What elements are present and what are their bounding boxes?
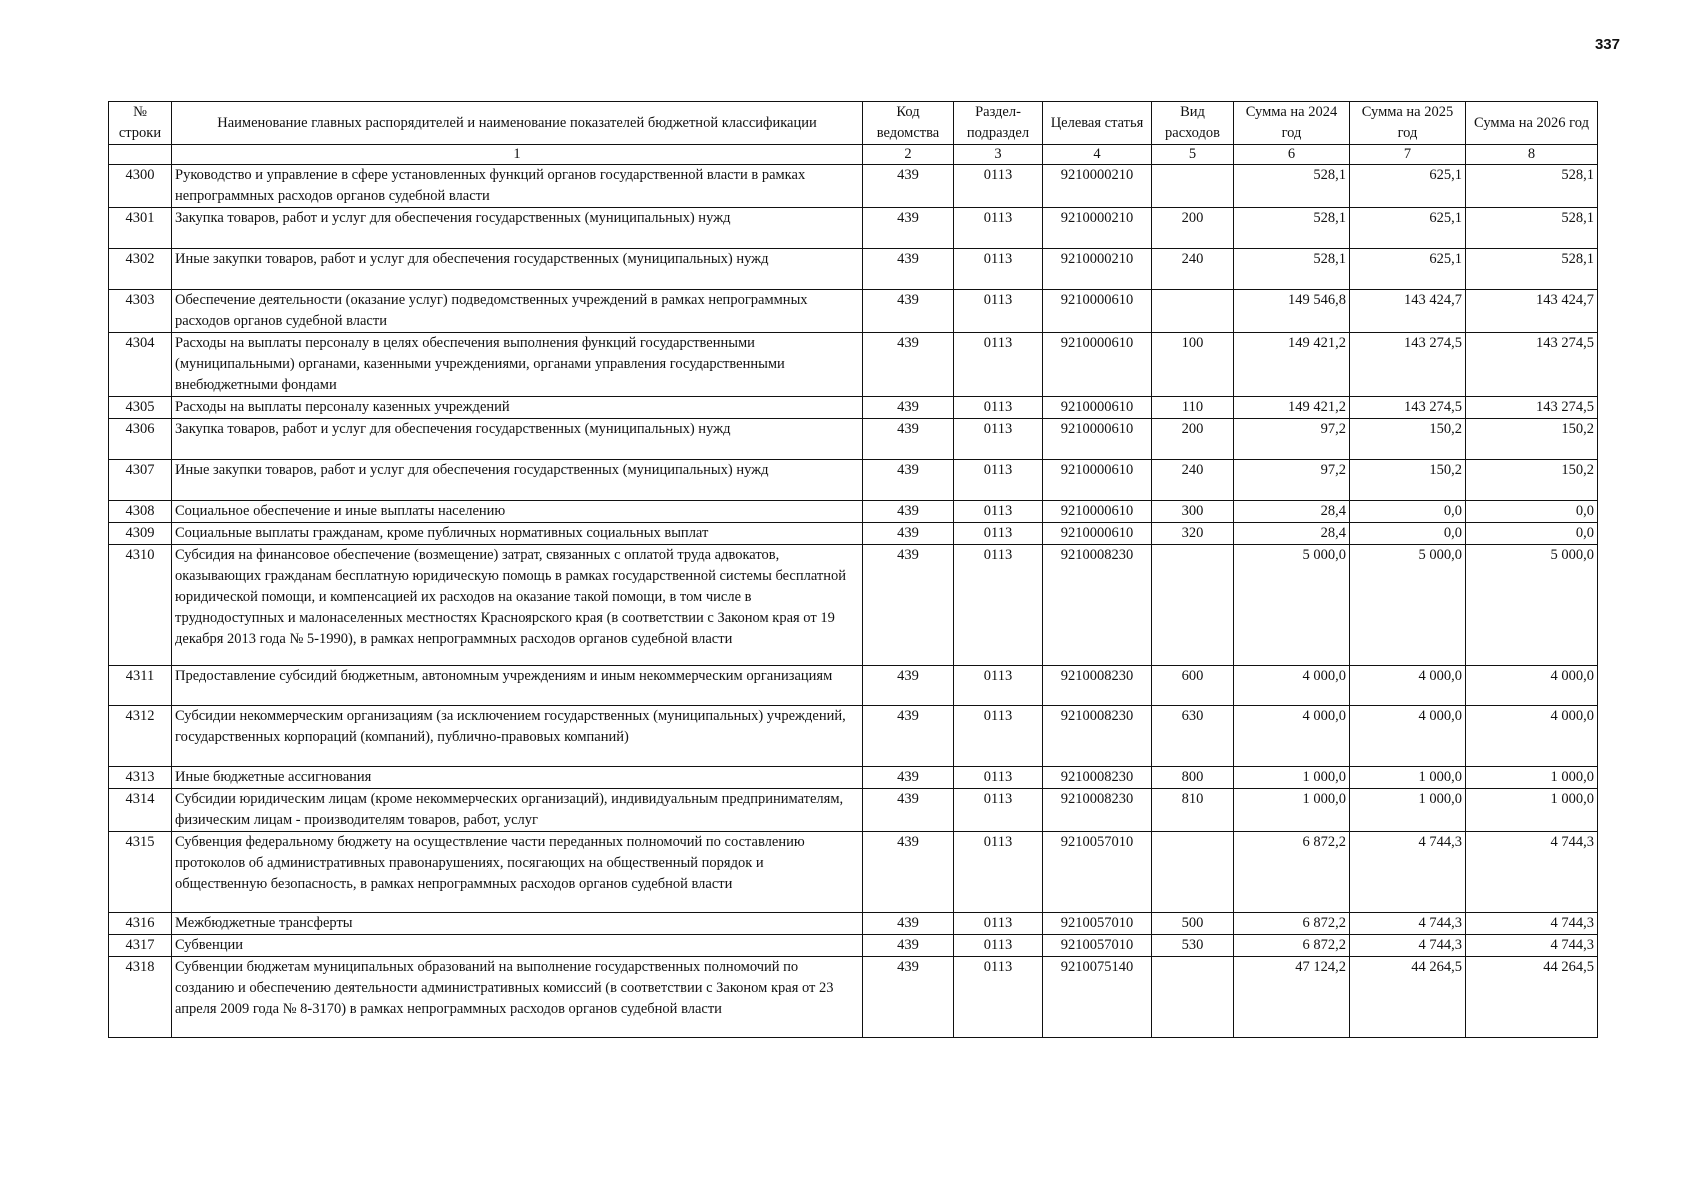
row-number-cell: 4316 <box>109 913 172 935</box>
row-name-cell: Предоставление субсидий бюджетным, автономным учреждениям и иным некоммерческим организациям <box>172 666 863 706</box>
sum-2026-cell: 150,2 <box>1466 460 1598 501</box>
department-code-cell: 439 <box>863 397 954 419</box>
sum-2026-cell: 528,1 <box>1466 249 1598 290</box>
table-row <box>109 460 1598 501</box>
table-row <box>109 666 1598 706</box>
expense-type-cell <box>1152 957 1234 1038</box>
sum-2026-cell: 4 744,3 <box>1466 913 1598 935</box>
sum-2024-cell: 28,4 <box>1234 523 1350 545</box>
table-row <box>109 957 1598 1038</box>
column-index-row <box>109 145 1598 165</box>
table-row <box>109 290 1598 333</box>
table-row <box>109 706 1598 767</box>
expense-type-cell: 530 <box>1152 935 1234 957</box>
sum-2025-cell: 44 264,5 <box>1350 957 1466 1038</box>
section-code-cell: 0113 <box>954 706 1043 767</box>
row-number-cell: 4315 <box>109 832 172 913</box>
table-row <box>109 832 1598 913</box>
row-name-cell: Закупка товаров, работ и услуг для обеспечения государственных (муниципальных) нужд <box>172 208 863 249</box>
target-article-cell: 9210000610 <box>1043 397 1152 419</box>
row-number-cell: 4305 <box>109 397 172 419</box>
sum-2026-cell: 143 274,5 <box>1466 333 1598 397</box>
department-code-cell: 439 <box>863 545 954 666</box>
section-code-cell: 0113 <box>954 333 1043 397</box>
page-number: 337 <box>1594 36 1620 53</box>
sum-2026-cell: 5 000,0 <box>1466 545 1598 666</box>
department-code-cell: 439 <box>863 460 954 501</box>
row-number-cell: 4310 <box>109 545 172 666</box>
department-code-cell: 439 <box>863 290 954 333</box>
department-code-cell: 439 <box>863 523 954 545</box>
target-article-cell: 9210000210 <box>1043 165 1152 208</box>
sum-2026-cell: 4 744,3 <box>1466 935 1598 957</box>
table-row <box>109 249 1598 290</box>
header-cell: Код ведомства <box>863 102 954 145</box>
row-name-cell: Социальное обеспечение и иные выплаты населению <box>172 501 863 523</box>
expense-type-cell: 810 <box>1152 789 1234 832</box>
department-code-cell: 439 <box>863 249 954 290</box>
section-code-cell: 0113 <box>954 913 1043 935</box>
expense-type-cell: 630 <box>1152 706 1234 767</box>
sum-2026-cell: 528,1 <box>1466 208 1598 249</box>
sum-2026-cell: 0,0 <box>1466 523 1598 545</box>
header-cell: Раздел-подраздел <box>954 102 1043 145</box>
target-article-cell: 9210008230 <box>1043 545 1152 666</box>
row-name-cell: Межбюджетные трансферты <box>172 913 863 935</box>
header-cell: № строки <box>109 102 172 145</box>
table-row <box>109 935 1598 957</box>
table-row <box>109 789 1598 832</box>
department-code-cell: 439 <box>863 767 954 789</box>
sum-2026-cell: 143 274,5 <box>1466 397 1598 419</box>
expense-type-cell: 300 <box>1152 501 1234 523</box>
column-index-cell: 5 <box>1152 145 1234 165</box>
sum-2024-cell: 6 872,2 <box>1234 935 1350 957</box>
target-article-cell: 9210000610 <box>1043 501 1152 523</box>
expense-type-cell: 200 <box>1152 208 1234 249</box>
expense-type-cell <box>1152 545 1234 666</box>
department-code-cell: 439 <box>863 333 954 397</box>
row-name-cell: Субвенция федеральному бюджету на осуществление части переданных полномочий по составлению протоколов об административных правонарушениях, посягающих на общественный порядок и общественную безопасность, в рамках непрограммных расходов органов судебной власти <box>172 832 863 913</box>
sum-2024-cell: 28,4 <box>1234 501 1350 523</box>
row-number-cell: 4302 <box>109 249 172 290</box>
department-code-cell: 439 <box>863 706 954 767</box>
department-code-cell: 439 <box>863 208 954 249</box>
row-number-cell: 4307 <box>109 460 172 501</box>
header-cell: Наименование главных распорядителей и наименование показателей бюджетной классификации <box>172 102 863 145</box>
sum-2026-cell: 528,1 <box>1466 165 1598 208</box>
sum-2024-cell: 528,1 <box>1234 165 1350 208</box>
sum-2025-cell: 625,1 <box>1350 165 1466 208</box>
column-index-cell: 8 <box>1466 145 1598 165</box>
department-code-cell: 439 <box>863 419 954 460</box>
expense-type-cell <box>1152 832 1234 913</box>
row-name-cell: Иные бюджетные ассигнования <box>172 767 863 789</box>
row-name-cell: Обеспечение деятельности (оказание услуг) подведомственных учреждений в рамках непрограммных расходов органов судебной власти <box>172 290 863 333</box>
row-name-cell: Субсидии юридическим лицам (кроме некоммерческих организаций), индивидуальным предпринимателям, физическим лицам - производителям товаров, работ, услуг <box>172 789 863 832</box>
target-article-cell: 9210057010 <box>1043 935 1152 957</box>
target-article-cell: 9210008230 <box>1043 706 1152 767</box>
row-number-cell: 4304 <box>109 333 172 397</box>
column-index-cell: 3 <box>954 145 1043 165</box>
row-number-cell: 4314 <box>109 789 172 832</box>
column-index-cell: 7 <box>1350 145 1466 165</box>
table-row <box>109 165 1598 208</box>
column-index-cell <box>109 145 172 165</box>
sum-2024-cell: 528,1 <box>1234 249 1350 290</box>
section-code-cell: 0113 <box>954 789 1043 832</box>
sum-2024-cell: 97,2 <box>1234 419 1350 460</box>
section-code-cell: 0113 <box>954 460 1043 501</box>
row-number-cell: 4318 <box>109 957 172 1038</box>
section-code-cell: 0113 <box>954 935 1043 957</box>
sum-2025-cell: 143 274,5 <box>1350 333 1466 397</box>
row-number-cell: 4309 <box>109 523 172 545</box>
target-article-cell: 9210000610 <box>1043 523 1152 545</box>
sum-2025-cell: 4 000,0 <box>1350 706 1466 767</box>
section-code-cell: 0113 <box>954 208 1043 249</box>
expense-type-cell <box>1152 165 1234 208</box>
target-article-cell: 9210000610 <box>1043 419 1152 460</box>
section-code-cell: 0113 <box>954 832 1043 913</box>
sum-2026-cell: 150,2 <box>1466 419 1598 460</box>
target-article-cell: 9210000210 <box>1043 208 1152 249</box>
department-code-cell: 439 <box>863 666 954 706</box>
section-code-cell: 0113 <box>954 501 1043 523</box>
header-cell: Вид расходов <box>1152 102 1234 145</box>
row-number-cell: 4308 <box>109 501 172 523</box>
department-code-cell: 439 <box>863 165 954 208</box>
sum-2024-cell: 149 421,2 <box>1234 333 1350 397</box>
sum-2025-cell: 150,2 <box>1350 419 1466 460</box>
target-article-cell: 9210008230 <box>1043 666 1152 706</box>
table-row <box>109 501 1598 523</box>
table-row <box>109 397 1598 419</box>
section-code-cell: 0113 <box>954 666 1043 706</box>
column-index-cell: 1 <box>172 145 863 165</box>
header-cell: Сумма на 2026 год <box>1466 102 1598 145</box>
column-index-cell: 4 <box>1043 145 1152 165</box>
sum-2024-cell: 1 000,0 <box>1234 789 1350 832</box>
row-name-cell: Иные закупки товаров, работ и услуг для обеспечения государственных (муниципальных) нужд <box>172 460 863 501</box>
sum-2025-cell: 4 744,3 <box>1350 935 1466 957</box>
sum-2024-cell: 5 000,0 <box>1234 545 1350 666</box>
table-body <box>109 165 1598 1038</box>
target-article-cell: 9210057010 <box>1043 832 1152 913</box>
row-number-cell: 4317 <box>109 935 172 957</box>
row-number-cell: 4313 <box>109 767 172 789</box>
column-index-cell: 2 <box>863 145 954 165</box>
row-name-cell: Руководство и управление в сфере установленных функций органов государственной власти в рамках непрограммных расходов органов судебной власти <box>172 165 863 208</box>
table-row <box>109 419 1598 460</box>
sum-2026-cell: 4 000,0 <box>1466 706 1598 767</box>
sum-2025-cell: 143 424,7 <box>1350 290 1466 333</box>
row-name-cell: Расходы на выплаты персоналу казенных учреждений <box>172 397 863 419</box>
target-article-cell: 9210008230 <box>1043 789 1152 832</box>
row-name-cell: Расходы на выплаты персоналу в целях обеспечения выполнения функций государственными (муниципальными) органами, казенными учреждениями, органами управления государственными внебюджетными фондами <box>172 333 863 397</box>
expense-type-cell: 800 <box>1152 767 1234 789</box>
section-code-cell: 0113 <box>954 290 1043 333</box>
table-row <box>109 333 1598 397</box>
sum-2026-cell: 1 000,0 <box>1466 767 1598 789</box>
header-row <box>109 102 1598 145</box>
sum-2026-cell: 4 000,0 <box>1466 666 1598 706</box>
sum-2025-cell: 1 000,0 <box>1350 789 1466 832</box>
row-number-cell: 4303 <box>109 290 172 333</box>
section-code-cell: 0113 <box>954 523 1043 545</box>
header-cell: Сумма на 2024 год <box>1234 102 1350 145</box>
header-cell: Целевая статья <box>1043 102 1152 145</box>
row-name-cell: Субвенции <box>172 935 863 957</box>
sum-2024-cell: 4 000,0 <box>1234 706 1350 767</box>
expense-type-cell: 600 <box>1152 666 1234 706</box>
department-code-cell: 439 <box>863 957 954 1038</box>
sum-2024-cell: 6 872,2 <box>1234 832 1350 913</box>
sum-2025-cell: 1 000,0 <box>1350 767 1466 789</box>
sum-2024-cell: 4 000,0 <box>1234 666 1350 706</box>
row-number-cell: 4306 <box>109 419 172 460</box>
department-code-cell: 439 <box>863 913 954 935</box>
expense-type-cell: 100 <box>1152 333 1234 397</box>
sum-2024-cell: 149 421,2 <box>1234 397 1350 419</box>
section-code-cell: 0113 <box>954 397 1043 419</box>
column-index-cell: 6 <box>1234 145 1350 165</box>
table-row <box>109 523 1598 545</box>
table-row <box>109 913 1598 935</box>
section-code-cell: 0113 <box>954 767 1043 789</box>
row-name-cell: Субвенции бюджетам муниципальных образований на выполнение государственных полномочий по созданию и обеспечению деятельности административных комиссий (в соответствии с Законом края от 23 апреля 2009 года № 8-3170) в рамках непрограммных расходов органов судебной власти <box>172 957 863 1038</box>
row-number-cell: 4300 <box>109 165 172 208</box>
expense-type-cell: 320 <box>1152 523 1234 545</box>
table-row <box>109 208 1598 249</box>
target-article-cell: 9210000610 <box>1043 333 1152 397</box>
row-number-cell: 4311 <box>109 666 172 706</box>
row-name-cell: Иные закупки товаров, работ и услуг для обеспечения государственных (муниципальных) нужд <box>172 249 863 290</box>
target-article-cell: 9210057010 <box>1043 913 1152 935</box>
sum-2025-cell: 143 274,5 <box>1350 397 1466 419</box>
expense-type-cell: 500 <box>1152 913 1234 935</box>
sum-2025-cell: 0,0 <box>1350 523 1466 545</box>
sum-2025-cell: 625,1 <box>1350 249 1466 290</box>
table-row <box>109 767 1598 789</box>
row-name-cell: Субсидия на финансовое обеспечение (возмещение) затрат, связанных с оплатой труда адвокатов, оказывающих гражданам бесплатную юридическую помощь в рамках государственной системы бесплатной юридической помощи, и компенсацией их расходов на оказание такой помощи, в том числе в труднодоступных и малонаселенных местностях Красноярского края (в соответствии с Законом края от 19 декабря 2013 года № 5-1990), в рамках непрограммных расходов органов судебной власти <box>172 545 863 666</box>
sum-2025-cell: 4 000,0 <box>1350 666 1466 706</box>
sum-2024-cell: 528,1 <box>1234 208 1350 249</box>
sum-2024-cell: 47 124,2 <box>1234 957 1350 1038</box>
section-code-cell: 0113 <box>954 957 1043 1038</box>
sum-2024-cell: 6 872,2 <box>1234 913 1350 935</box>
target-article-cell: 9210000610 <box>1043 290 1152 333</box>
section-code-cell: 0113 <box>954 545 1043 666</box>
section-code-cell: 0113 <box>954 249 1043 290</box>
sum-2025-cell: 4 744,3 <box>1350 913 1466 935</box>
budget-table <box>108 101 1598 1038</box>
sum-2026-cell: 1 000,0 <box>1466 789 1598 832</box>
header-cell: Сумма на 2025 год <box>1350 102 1466 145</box>
sum-2026-cell: 0,0 <box>1466 501 1598 523</box>
sum-2024-cell: 1 000,0 <box>1234 767 1350 789</box>
department-code-cell: 439 <box>863 501 954 523</box>
row-name-cell: Субсидии некоммерческим организациям (за исключением государственных (муниципальных) учреждений, государственных корпораций (компаний), публично-правовых компаний) <box>172 706 863 767</box>
department-code-cell: 439 <box>863 935 954 957</box>
sum-2024-cell: 97,2 <box>1234 460 1350 501</box>
sum-2024-cell: 149 546,8 <box>1234 290 1350 333</box>
sum-2025-cell: 625,1 <box>1350 208 1466 249</box>
expense-type-cell: 200 <box>1152 419 1234 460</box>
sum-2025-cell: 4 744,3 <box>1350 832 1466 913</box>
row-name-cell: Закупка товаров, работ и услуг для обеспечения государственных (муниципальных) нужд <box>172 419 863 460</box>
section-code-cell: 0113 <box>954 165 1043 208</box>
row-number-cell: 4312 <box>109 706 172 767</box>
expense-type-cell: 240 <box>1152 460 1234 501</box>
target-article-cell: 9210008230 <box>1043 767 1152 789</box>
sum-2026-cell: 44 264,5 <box>1466 957 1598 1038</box>
section-code-cell: 0113 <box>954 419 1043 460</box>
sum-2026-cell: 143 424,7 <box>1466 290 1598 333</box>
target-article-cell: 9210000610 <box>1043 460 1152 501</box>
department-code-cell: 439 <box>863 832 954 913</box>
department-code-cell: 439 <box>863 789 954 832</box>
table-row <box>109 545 1598 666</box>
row-name-cell: Социальные выплаты гражданам, кроме публичных нормативных социальных выплат <box>172 523 863 545</box>
sum-2025-cell: 0,0 <box>1350 501 1466 523</box>
target-article-cell: 9210075140 <box>1043 957 1152 1038</box>
sum-2025-cell: 150,2 <box>1350 460 1466 501</box>
expense-type-cell: 110 <box>1152 397 1234 419</box>
sum-2025-cell: 5 000,0 <box>1350 545 1466 666</box>
sum-2026-cell: 4 744,3 <box>1466 832 1598 913</box>
row-number-cell: 4301 <box>109 208 172 249</box>
expense-type-cell <box>1152 290 1234 333</box>
target-article-cell: 9210000210 <box>1043 249 1152 290</box>
expense-type-cell: 240 <box>1152 249 1234 290</box>
